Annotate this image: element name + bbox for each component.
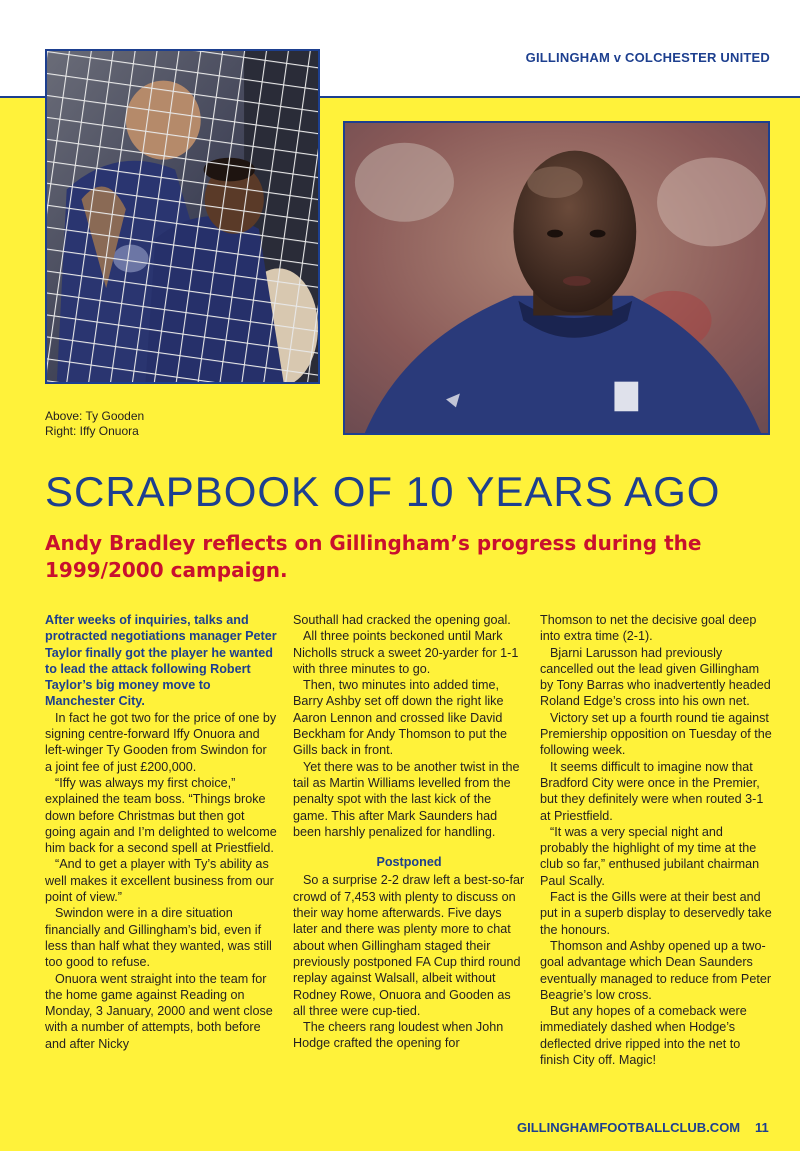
paragraph: Southall had cracked the opening goal. xyxy=(293,613,511,627)
paragraph: Victory set up a fourth round tie against Premiership opposition on Tuesday of the following week. xyxy=(540,710,772,758)
paragraph: Fact is the Gills were at their best and put in a superb display to deservedly take the honours. xyxy=(540,890,772,937)
photo-ty-gooden-illustration xyxy=(47,51,318,382)
paragraph: “It was a very special night and probably the highlight of my time at the club so far,” enthused jubilant chairman Paul Scally. xyxy=(540,824,760,888)
paragraph: So a surprise 2-2 draw left a best-so-far crowd of 7,453 with plenty to discuss on their way home afterwards. Five days later and there was plenty more to chat about when Gillingham staged their previously postponed FA Cup third round replay against Walsall, albeit without Rodney Rowe, Onuora and Gooden as all three were cup-tied. xyxy=(293,873,525,1018)
paragraph: Swindon were in a dire situation financially and Gillingham’s bid, even if less than half what they wanted, was still too good to refuse. xyxy=(45,906,272,970)
article-column-3 xyxy=(540,612,772,1068)
article-column-2 xyxy=(293,612,525,1052)
paragraph: Thomson and Ashby opened up a two-goal advantage which Dean Saunders eventually managed to reduce from Peter Beagrie’s low cross. xyxy=(540,938,772,1002)
paragraph: All three points beckoned until Mark Nicholls struck a sweet 20-yarder for 1-1 with three minutes to go. xyxy=(293,629,519,676)
article-title: SCRAPBOOK OF 10 YEARS AGO xyxy=(45,468,721,515)
article-column-1 xyxy=(45,612,277,1052)
paragraph: Thomson to net the decisive goal deep into extra time (2-1). xyxy=(540,613,757,644)
paragraph: The cheers rang loudest when John Hodge crafted the opening for xyxy=(293,1020,504,1051)
paragraph: “And to get a player with Ty’s ability as well makes it excellent business from our point of view.” xyxy=(45,857,274,905)
match-title: GILLINGHAM v COLCHESTER UNITED xyxy=(525,50,770,65)
page-number: 11 xyxy=(755,1120,769,1135)
paragraph: Onuora went straight into the team for the home game against Reading on Monday, 3 January, 2000 and went close with a number of attempts, both before and after Nicky xyxy=(45,971,273,1051)
photo-iffy-onuora xyxy=(343,121,770,435)
photo-iffy-onuora-illustration xyxy=(345,123,768,433)
paragraph: Then, two minutes into added time, Barry Ashby set off down the right like Aaron Lennon and crossed like David Beckham for Andy Thomson to put the Gills back in front. xyxy=(293,678,507,758)
paragraph: In fact he got two for the price of one by signing centre-forward Iffy Onuora and left-winger Ty Gooden from Swindon for a joint fee of just £200,000. xyxy=(45,710,277,774)
caption-line-above: Above: Ty Gooden xyxy=(45,409,145,423)
photo-caption xyxy=(45,409,144,439)
paragraph: It seems difficult to imagine now that Bradford City were once in the Premier, but they definitely were when routed 3-1 at Priestfield. xyxy=(540,759,764,823)
paragraph: But any hopes of a comeback were immediately dashed when Hodge’s deflected drive ripped into the net to finish City off. Magic! xyxy=(540,1004,747,1068)
article-subtitle: Andy Bradley reflects on Gillingham’s progress during the 1999/2000 campaign. xyxy=(45,531,702,582)
article-intro: After weeks of inquiries, talks and protracted negotiations manager Peter Taylor finally got the player he wanted to lead the attack following Robert Taylor’s big money move to Manchester City. xyxy=(45,613,277,709)
paragraph: “Iffy was always my first choice,” explained the team boss. “Things broke down before Christmas but then got going again and I’m delighted to welcome him back for a second spell at Priestfield. xyxy=(45,775,277,856)
photo-ty-gooden xyxy=(45,49,320,384)
subheading-postponed: Postponed xyxy=(376,855,442,870)
caption-line-right: Right: Iffy Onuora xyxy=(45,424,139,438)
footer-website: GILLINGHAMFOOTBALLCLUB.COM xyxy=(517,1120,741,1135)
paragraph: Bjarni Larusson had previously cancelled out the lead given Gillingham by Tony Barras who inadvertently headed Roland Edge’s cross into his own net. xyxy=(540,645,771,709)
paragraph: Yet there was to be another twist in the tail as Martin Williams levelled from the penalty spot with the last kick of the game. This after Mark Saunders had been harshly penalized for handling. xyxy=(293,759,520,839)
